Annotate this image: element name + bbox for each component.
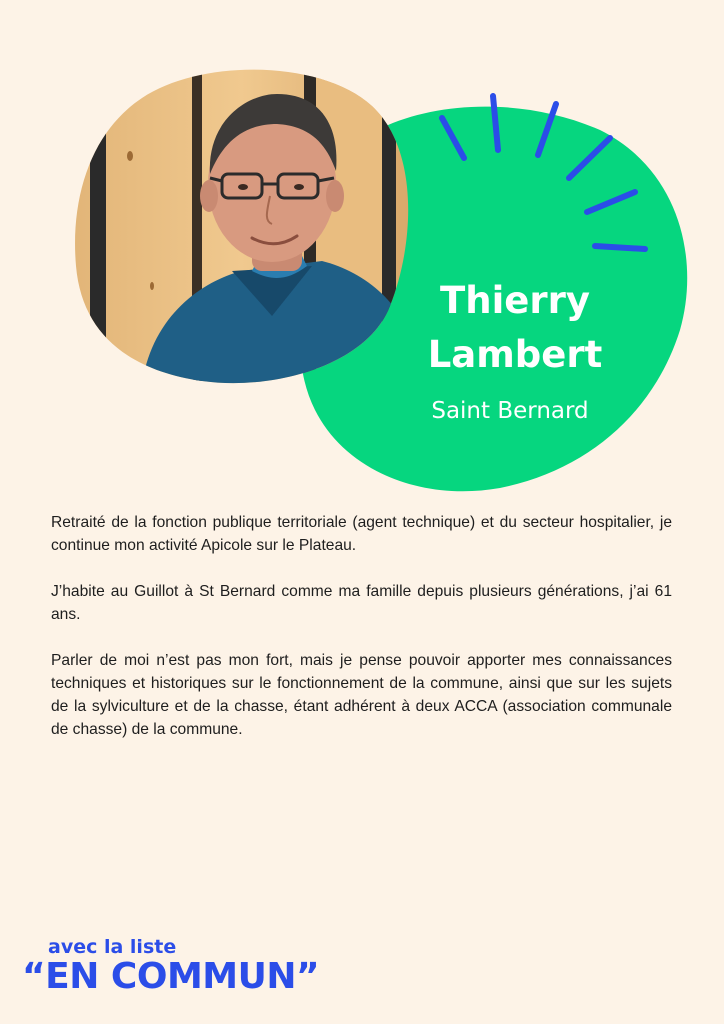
list-name-logo: “EN COMMUN” (22, 956, 320, 997)
town-label: Saint Bernard (431, 398, 589, 424)
biography (51, 511, 672, 764)
bio-paragraph-3: Parler de moi n’est pas mon fort, mais je pense pouvoir apporter mes connaissances techniques et historiques sur le fonctionnement de la commune, ainsi que sur les sujets de la sylviculture et de la chasse, étant adhérent à deux ACCA (association communale de chasse) de la commune. (51, 652, 672, 738)
portrait-photo (72, 66, 412, 384)
last-name: Lambert (427, 333, 603, 376)
first-name: Thierry (440, 279, 590, 322)
footer-tagline: avec la liste (48, 936, 177, 958)
bio-paragraph-1: Retraité de la fonction publique territoriale (agent technique) et du secteur hospitalier, je continue mon activité Apicole sur le Plateau. (51, 514, 672, 554)
bio-paragraph-2: J’habite au Guillot à St Bernard comme ma famille depuis plusieurs générations, j’ai 61 ans. (51, 583, 672, 623)
person-name (405, 274, 625, 382)
